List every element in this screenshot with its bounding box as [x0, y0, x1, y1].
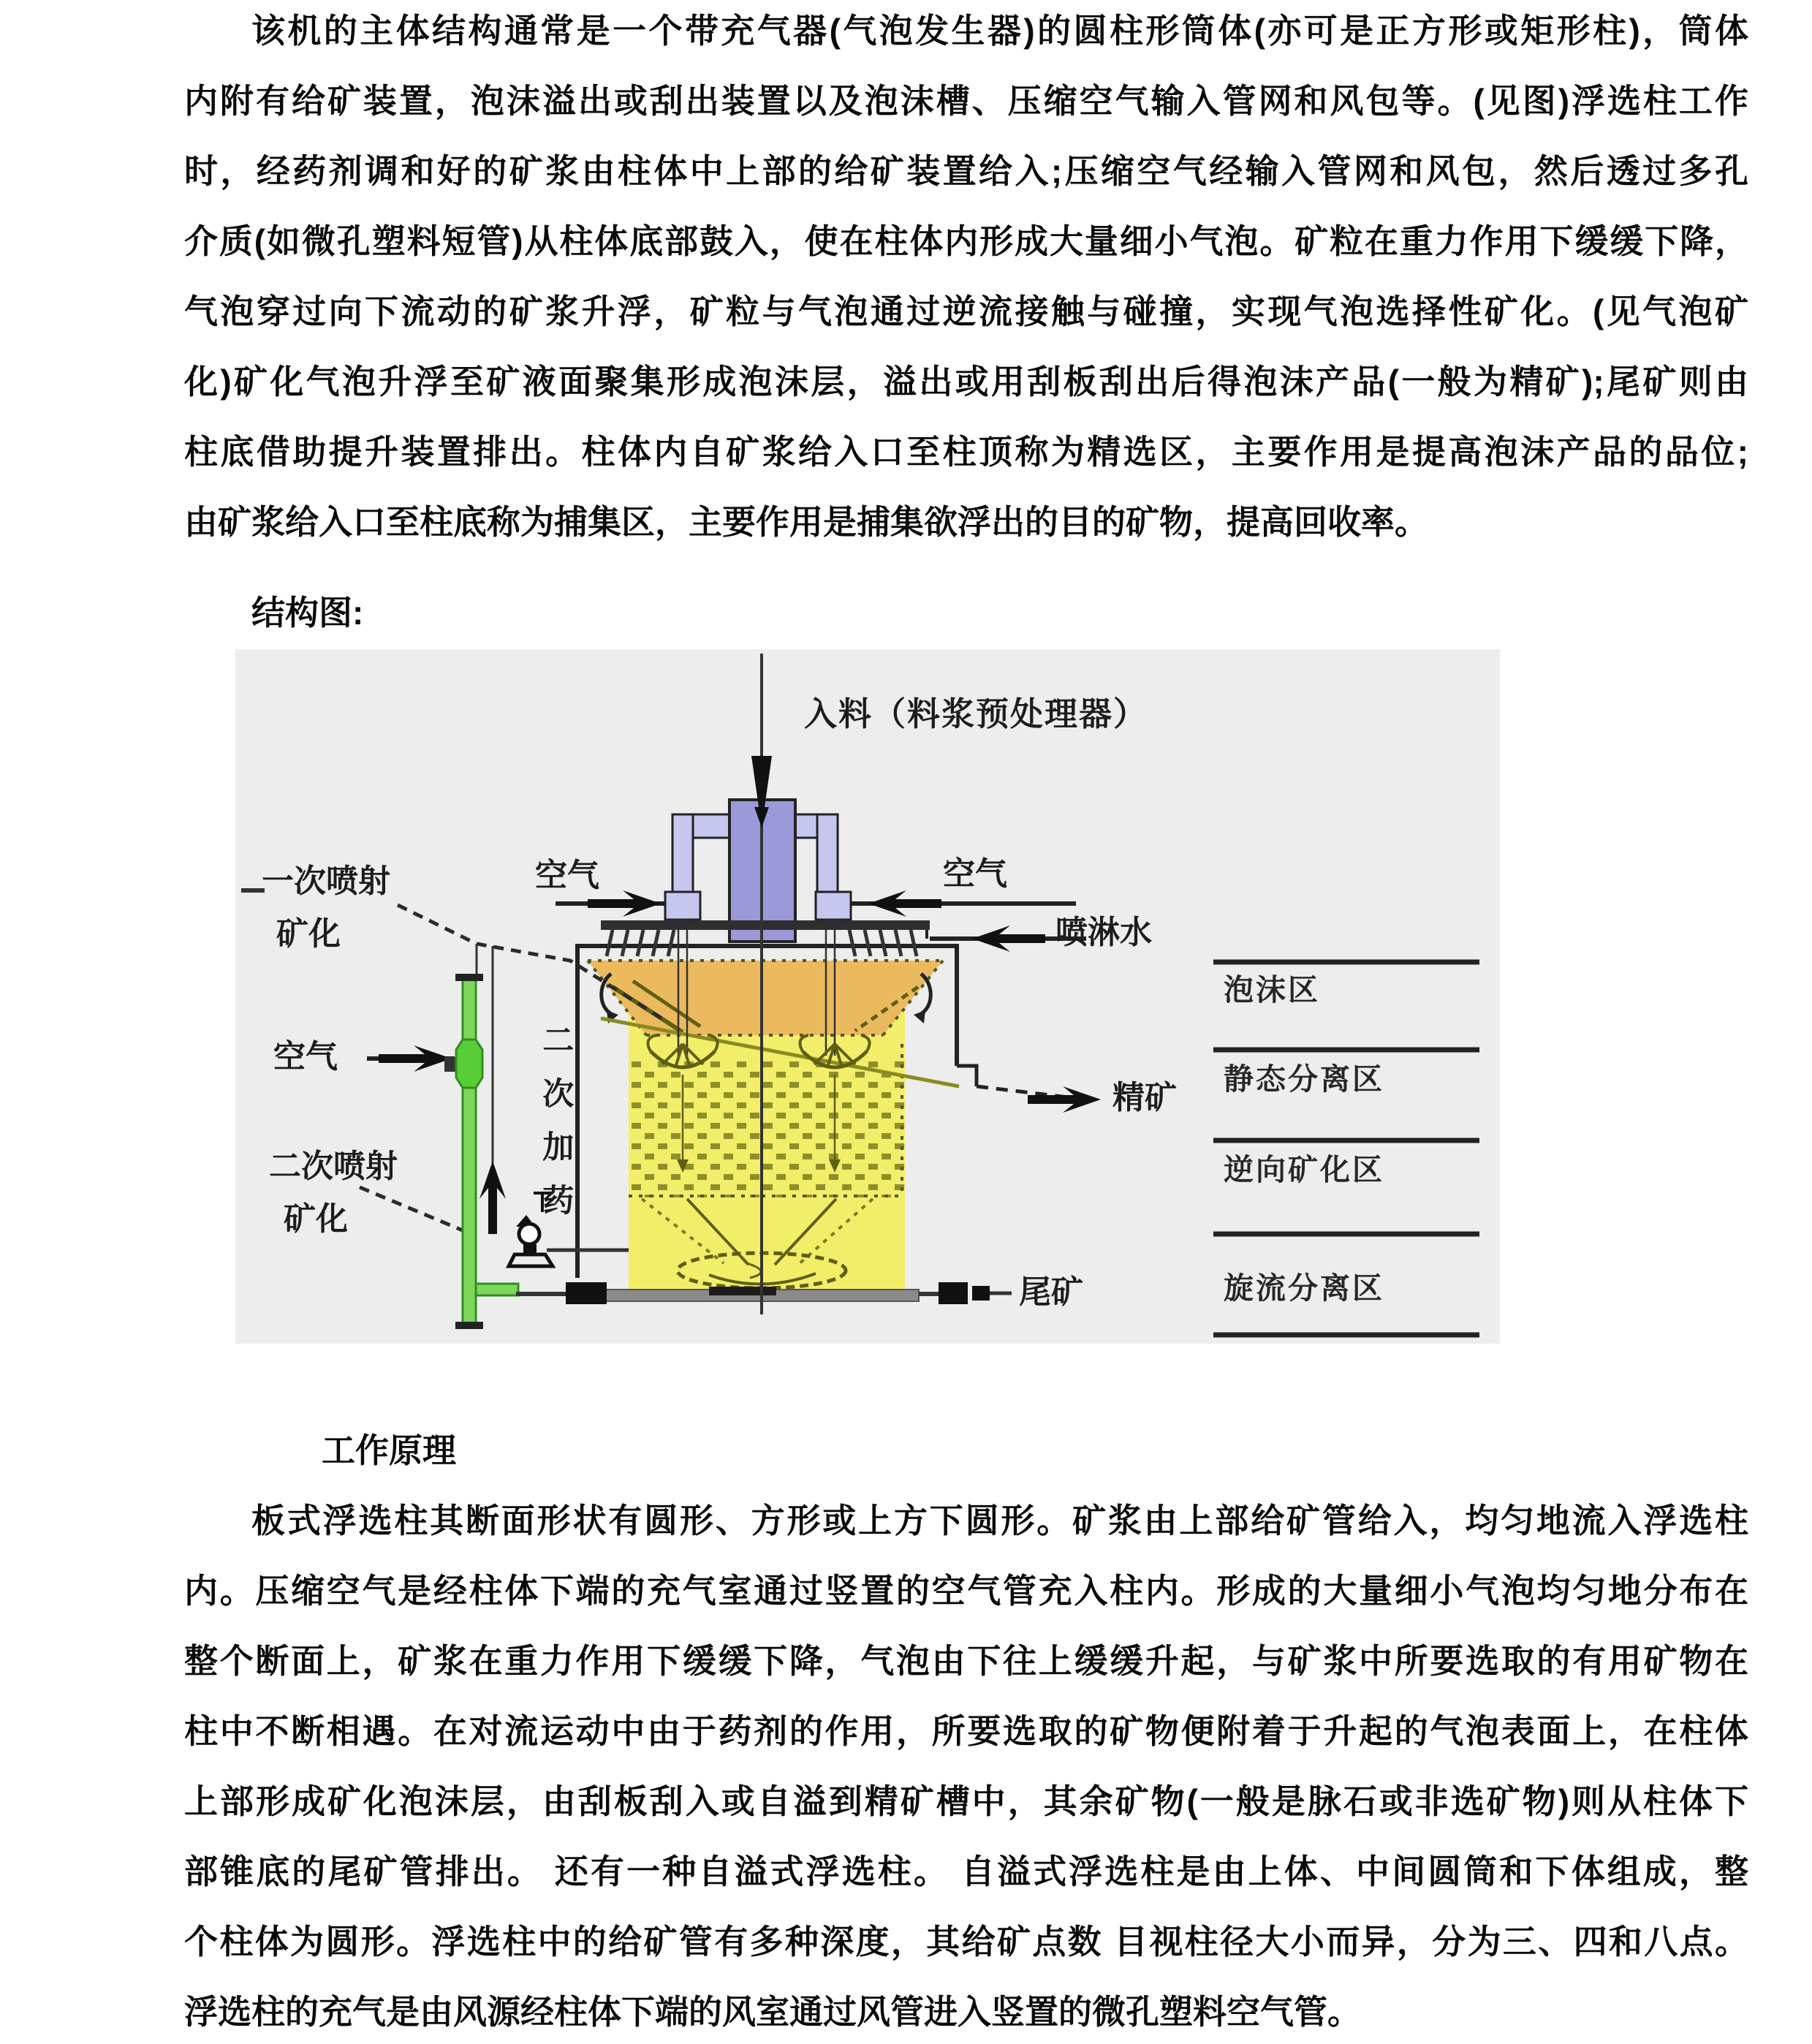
text-line: 内附有给矿装置，泡沫溢出或刮出装置以及泡沫槽、压缩空气输入管网和风包等。(见图)浮选柱工作 [184, 82, 1748, 120]
working-principle-heading: 工作原理 [322, 1431, 456, 1469]
paragraph-1 [184, 0, 1748, 557]
text-line: 上部形成矿化泡沫层，由刮板刮入或自溢到精矿槽中，其余矿物(一般是脉石或非选矿物)则从柱体下 [184, 1782, 1748, 1820]
zone-label-froth: 泡沫区 [1224, 973, 1320, 1007]
text-line: 介质(如微孔塑料短管)从柱体底部鼓入，使在柱体内形成大量细小气泡。矿粒在重力作用下缓缓下降， [184, 222, 1748, 260]
concentrate-label: 精矿 [1112, 1080, 1177, 1116]
structure-diagram-caption: 结构图: [251, 594, 364, 632]
pump-icon [519, 1224, 539, 1244]
foam-zone-area [588, 961, 943, 1035]
structure-diagram [235, 649, 1500, 1344]
zone-label-static-separation: 静态分离区 [1224, 1062, 1384, 1096]
secondary-jet-mineralization-label: 矿化 [284, 1201, 348, 1237]
text-line: 板式浮选柱其断面形状有圆形、方形或上方下圆形。矿浆由上部给矿管给入，均匀地流入浮选柱 [251, 1502, 1748, 1540]
zone-label-cyclone-separation: 旋流分离区 [1224, 1271, 1384, 1305]
aerator-left [665, 892, 700, 920]
text-line: 由矿浆给入口至柱底称为捕集区，主要作用是捕集欲浮出的目的矿物，提高回收率。 [184, 503, 1428, 541]
text-line: 部锥底的尾矿管排出。 还有一种自溢式浮选柱。 自溢式浮选柱是由上体、中间圆筒和下体组成，整 [184, 1852, 1748, 1890]
text-line: 化)矿化气泡升浮至矿液面聚集形成泡沫层，溢出或用刮板刮出后得泡沫产品(一般为精矿);尾矿则由 [184, 363, 1748, 401]
text-line: 内。压缩空气是经柱体下端的充气室通过竖置的空气管充入柱内。形成的大量细小气泡均匀地分布在 [184, 1572, 1748, 1610]
feed-label: 入料（料浆预处理器） [804, 695, 1148, 733]
zone-label-counter-mineralization: 逆向矿化区 [1224, 1153, 1384, 1186]
text-line: 浮选柱的充气是由风源经柱体下端的风室通过风管进入竖置的微孔塑料空气管。 [184, 1993, 1361, 2031]
text-line: 个柱体为圆形。浮选柱中的给矿管有多种深度，其给矿点数 目视柱径大小而异，分为三、四和八点。 [184, 1923, 1748, 1961]
primary-jet-mineralization-label: 矿化 [276, 916, 341, 952]
air-label-top-right: 空气 [943, 856, 1007, 892]
text-line: 整个断面上，矿浆在重力作用下缓缓下降，气泡由下往上缓缓升起，与矿浆中所要选取的有用矿物在 [184, 1642, 1748, 1680]
text-line: 该机的主体结构通常是一个带充气器(气泡发生器)的圆柱形筒体(亦可是正方形或矩形柱)，筒体 [251, 12, 1748, 50]
secondary-jet-label: 二次喷射 [269, 1148, 398, 1184]
air-label-mid-left: 空气 [273, 1039, 338, 1075]
air-valve [456, 1040, 482, 1088]
aerator-right [816, 892, 851, 920]
text-line: 柱中不断相遇。在对流运动中由于药剂的作用，所要选取的矿物便附着于升起的气泡表面上，在柱体 [184, 1712, 1748, 1750]
distributor-bar [601, 920, 930, 930]
text-line: 气泡穿过向下流动的矿浆升浮，矿粒与气泡通过逆流接触与碰撞，实现气泡选择性矿化。(见气泡矿 [184, 292, 1748, 330]
paragraph-2 [184, 1415, 1748, 2044]
secondary-dosing-label: 二次加药 [538, 1023, 574, 1237]
air-label-top-left: 空气 [535, 858, 599, 893]
primary-jet-label: 一次喷射 [262, 863, 390, 899]
spray-water-label: 喷淋水 [1055, 915, 1152, 950]
text-line: 时，经药剂调和好的矿浆由柱体中上部的给矿装置给入;压缩空气经输入管网和风包，然后透过多孔 [184, 152, 1748, 190]
tailings-label: 尾矿 [1019, 1274, 1083, 1310]
text-line: 柱底借助提升装置排出。柱体内自矿浆给入口至柱顶称为精选区，主要作用是提高泡沫产品的品位; [184, 433, 1748, 471]
